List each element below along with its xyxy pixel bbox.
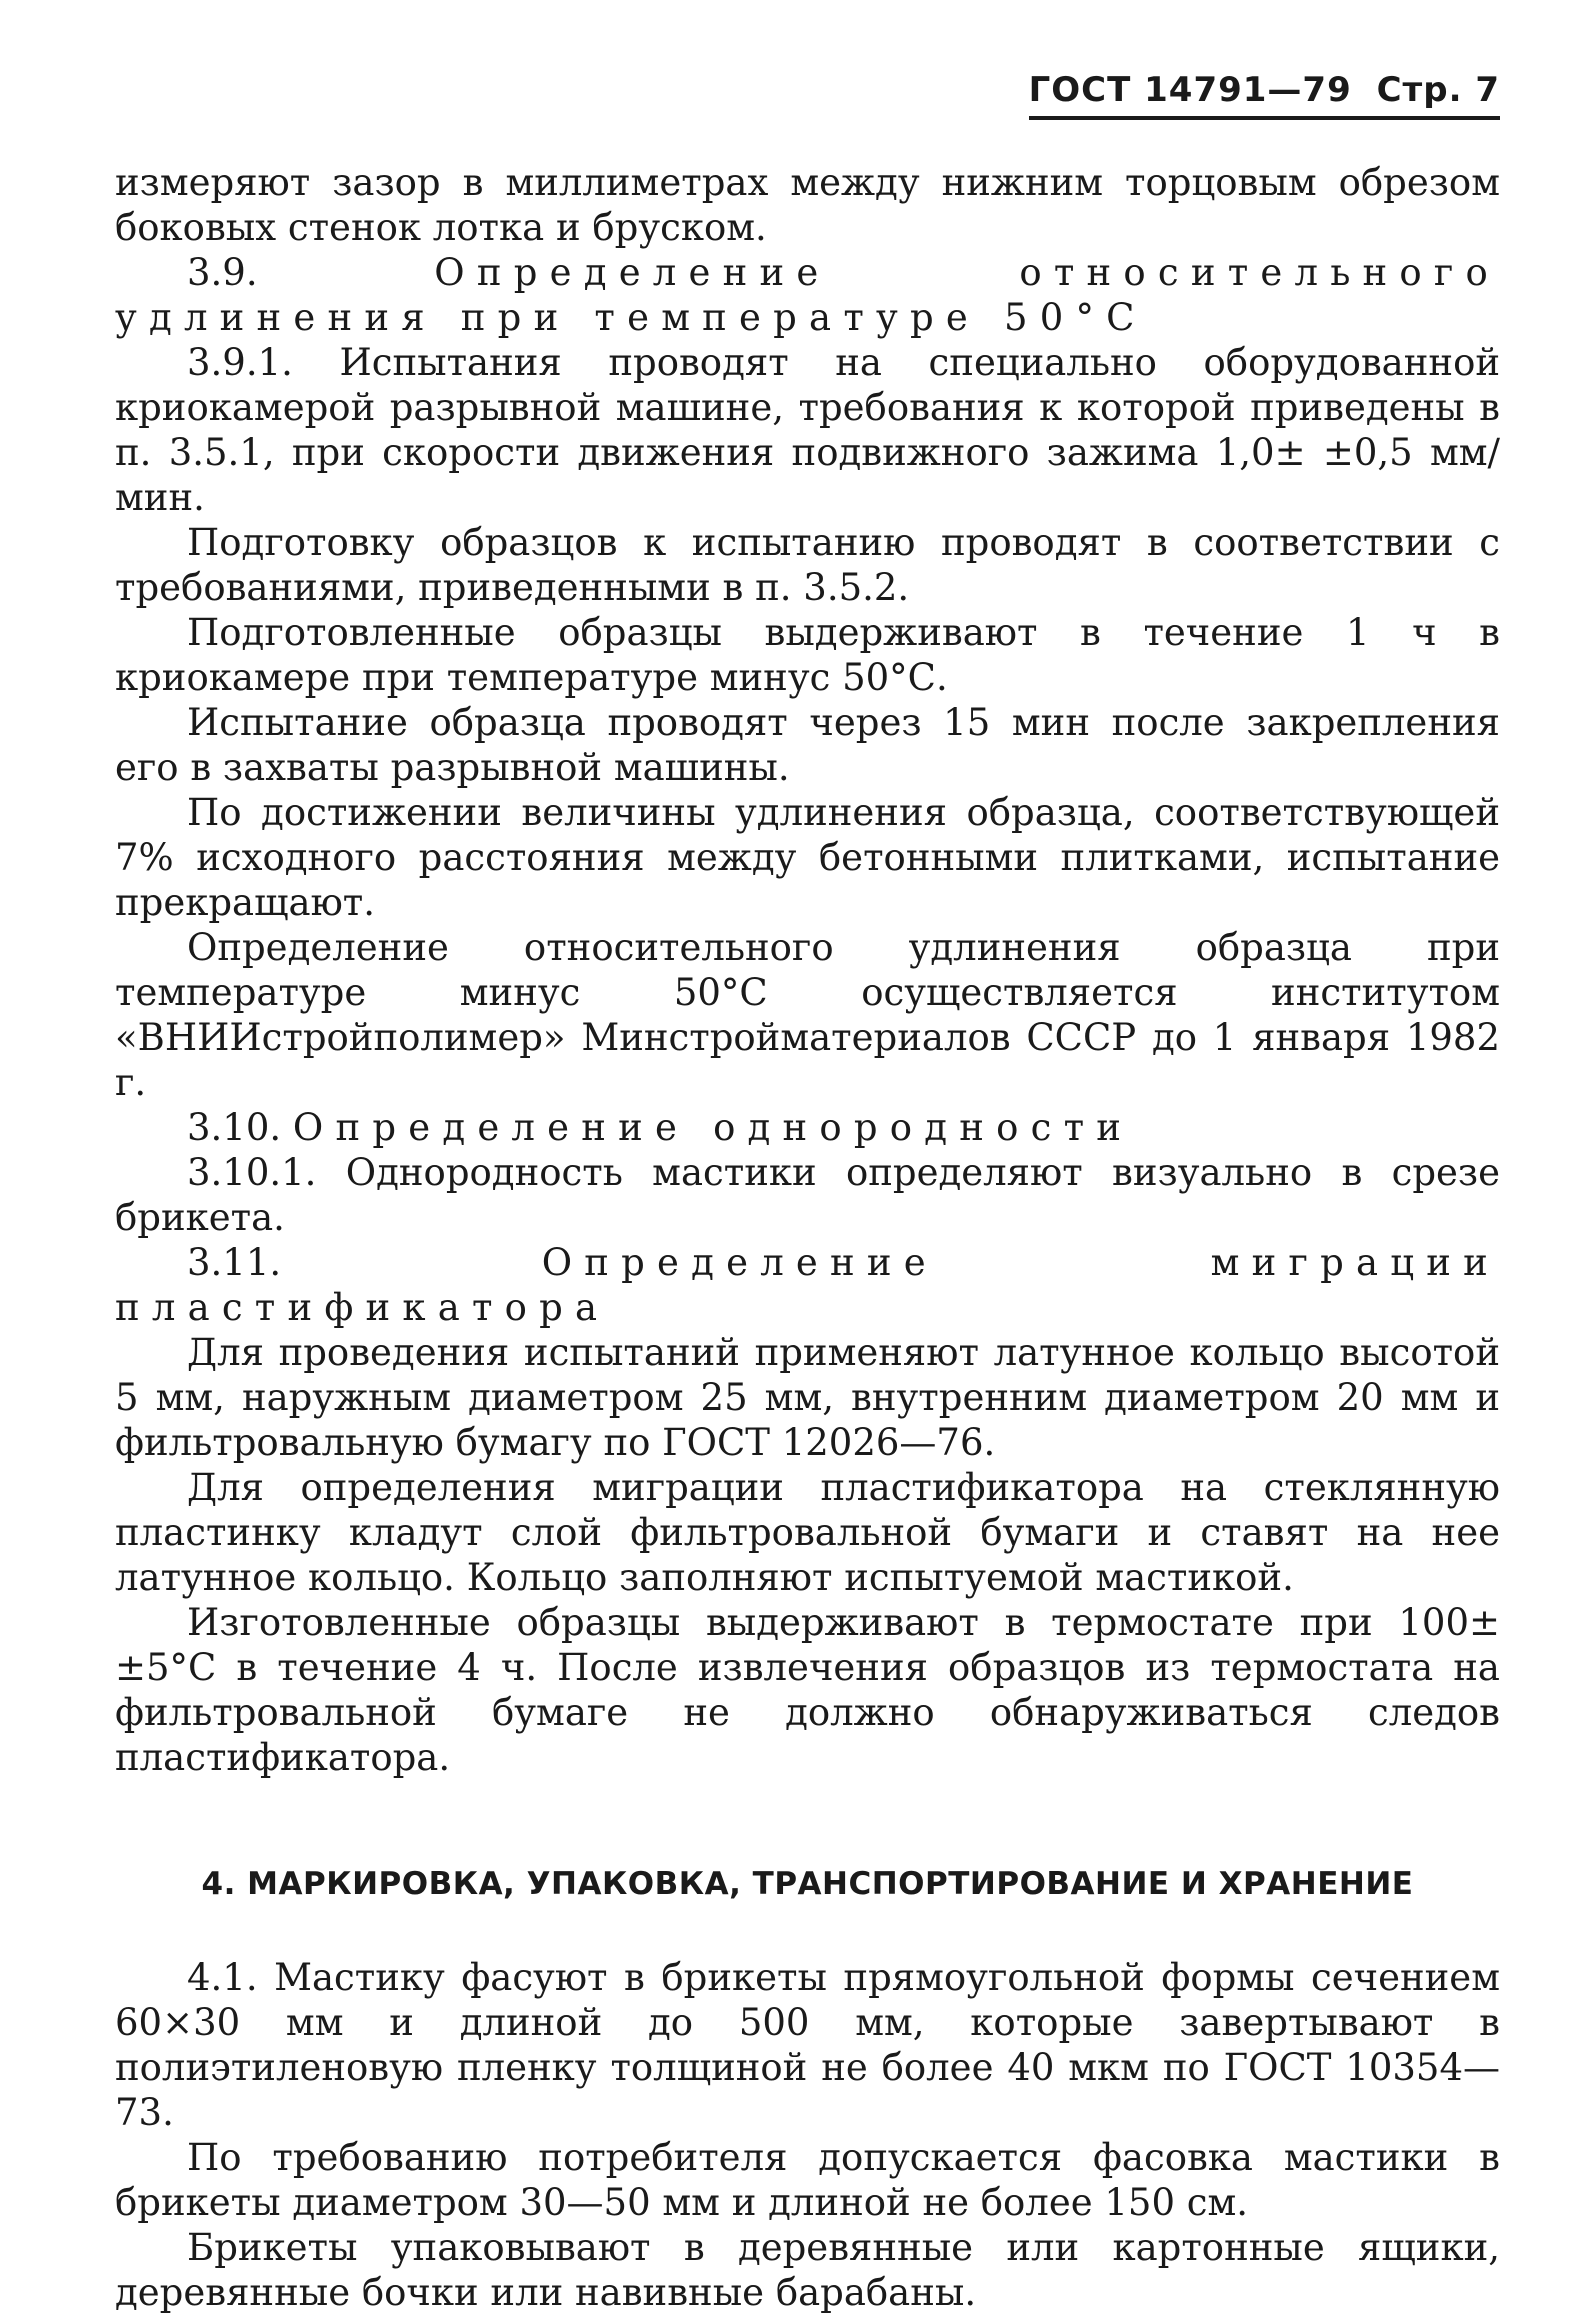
subsection-heading <box>115 250 1500 340</box>
subsection-heading <box>115 1240 1500 1330</box>
subsection-heading <box>115 1105 1500 1150</box>
paragraph: Брикеты упаковывают в деревянные или картонные ящики, деревянные бочки или навивные барабаны. <box>115 2226 1500 2314</box>
section-title: 4. МАРКИРОВКА, УПАКОВКА, ТРАНСПОРТИРОВАНИЕ И ХРАНЕНИЕ <box>201 1866 1414 1902</box>
heading-text: Определение относительного удлинения при температуре 50°С <box>115 251 1500 339</box>
paragraph: 3.9.1. Испытания проводят на специально оборудованной криокамерой разрывной машине, требования к которой приведены в п. 3.5.1, при скорости движения подвижного зажима 1,0± ±0,5 мм/мин. <box>115 341 1500 519</box>
paragraph: Для определения миграции пластификатора на стеклянную пластинку кладут слой фильтровальной бумаги и ставят на нее латунное кольцо. Кольцо заполняют испытуемой мастикой. <box>115 1466 1500 1599</box>
paragraph: Изготовленные образцы выдерживают в термостате при 100± ±5°С в течение 4 ч. После извлечения образцов из термостата на фильтровальной бумаге не должно обнаруживаться следов пластификатора. <box>115 1601 1500 1779</box>
paragraph: Подготовку образцов к испытанию проводят в соответствии с требованиями, приведенными в п. 3.5.2. <box>115 521 1500 609</box>
paragraph: Испытание образца проводят через 15 мин после закрепления его в захваты разрывной машины. <box>115 701 1500 789</box>
paragraph-continuation: измеряют зазор в миллиметрах между нижним торцовым обрезом боковых стенок лотка и бруском. <box>115 161 1500 249</box>
paragraph: Подготовленные образцы выдерживают в течение 1 ч в криокамере при температуре минус 50°С. <box>115 611 1500 699</box>
page-header <box>1029 70 1500 120</box>
heading-text: Определение однородности <box>292 1106 1134 1149</box>
heading-number: 3.11. <box>187 1241 282 1284</box>
page-number: Стр. 7 <box>1376 70 1500 110</box>
paragraph: По требованию потребителя допускается фасовка мастики в брикеты диаметром 30—50 мм и длиной не более 150 см. <box>115 2136 1500 2224</box>
heading-number: 3.9. <box>187 251 258 294</box>
heading-text: Определение миграции пластификатора <box>115 1241 1500 1329</box>
paragraph: По достижении величины удлинения образца, соответствующей 7% исходного расстояния между бетонными плитками, испытание прекращают. <box>115 791 1500 924</box>
paragraph: 4.1. Мастику фасуют в брикеты прямоугольной формы сечением 60×30 мм и длиной до 500 мм, которые завертывают в полиэтиленовую пленку толщиной не более 40 мкм по ГОСТ 10354—73. <box>115 1956 1500 2134</box>
standard-number: ГОСТ 14791—79 <box>1028 70 1352 110</box>
paragraph: Определение относительного удлинения образца при температуре минус 50°С осуществляется институтом «ВНИИстройполимер» Минстройматериалов СССР до 1 января 1982 г. <box>115 926 1500 1104</box>
heading-number: 3.10. <box>187 1106 282 1149</box>
paragraph: 3.10.1. Однородность мастики определяют визуально в срезе брикета. <box>115 1151 1500 1239</box>
paragraph: Для проведения испытаний применяют латунное кольцо высотой 5 мм, наружным диаметром 25 мм, внутренним диаметром 20 мм и фильтровальную бумагу по ГОСТ 12026—76. <box>115 1331 1500 1464</box>
document-body <box>115 160 1500 2315</box>
